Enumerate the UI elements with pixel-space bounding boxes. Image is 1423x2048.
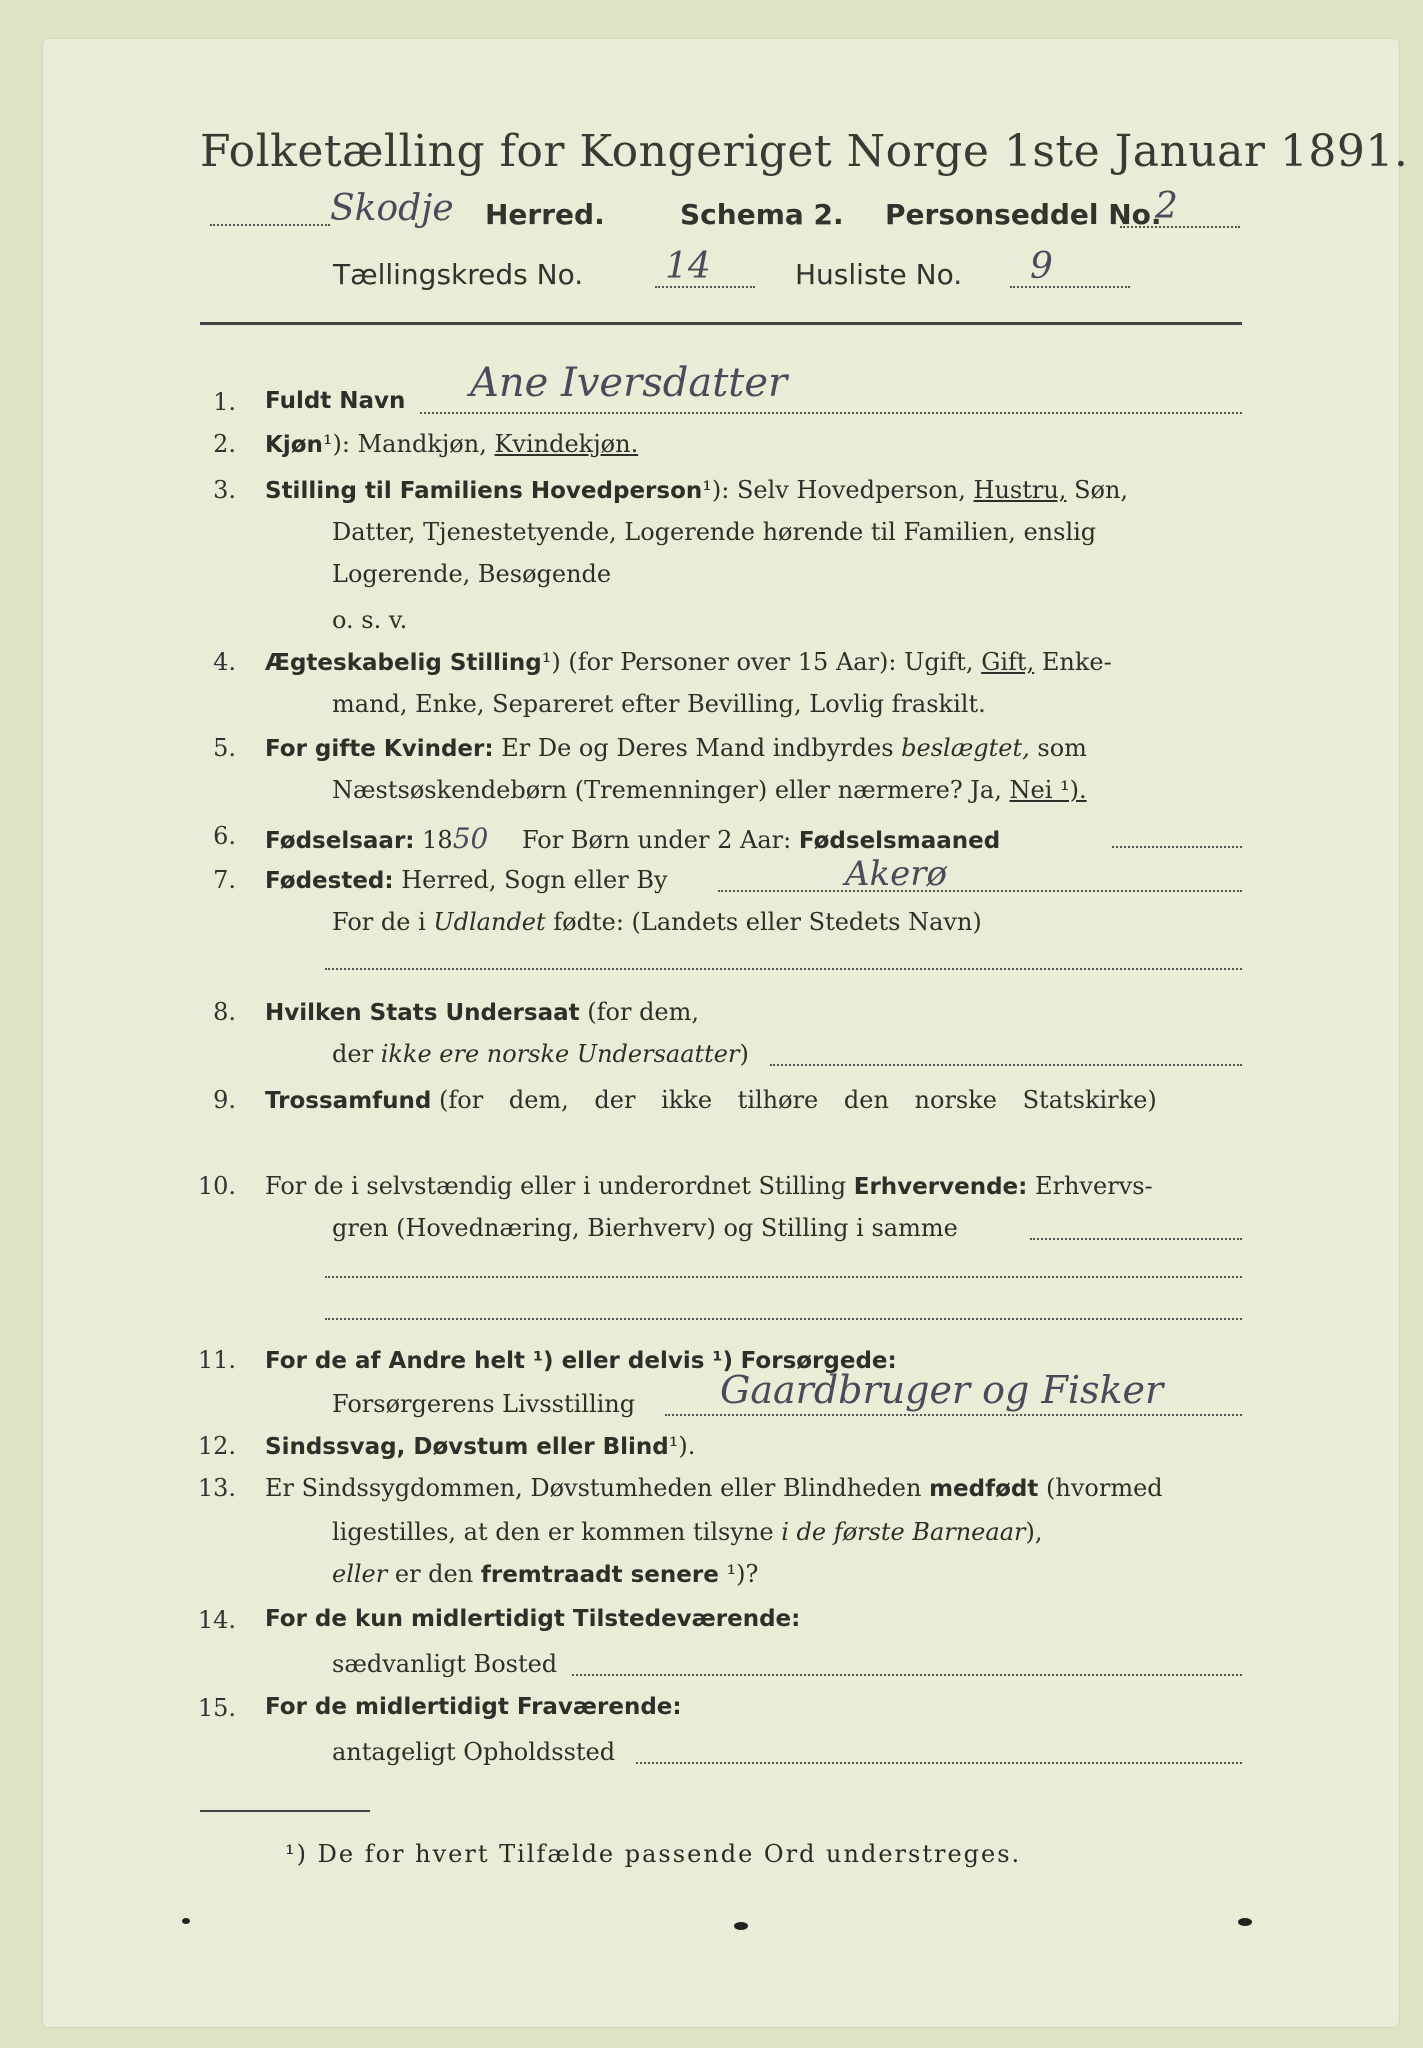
q5-line1 [265,734,1087,762]
q10-blank-line-1 [325,1276,1242,1278]
q4-underlined: Gift, [981,648,1035,676]
q3-line2: Datter, Tjenestetyende, Logerende hørende til Familien, enslig [332,518,1097,546]
personseddel-label: Personseddel No. [885,198,1162,231]
q10-line2: gren (Hovednæring, Bierhverv) og Stilling i samme [332,1214,958,1242]
q5-line1a: Er De og Deres Mand indbyrdes [501,734,894,762]
personseddel-value: 2 [1155,186,1178,227]
q3-line1a: Selv Hovedperson, [736,476,966,504]
q12-number: 12. [197,1432,236,1460]
q2-line [265,430,638,458]
q10-tail: Erhvervs- [1034,1172,1153,1200]
q10-number: 10. [197,1172,236,1200]
q5-italic: beslægtet, [901,734,1030,762]
kreds-dotted-line [655,286,755,288]
personseddel-dotted-line [1120,226,1240,228]
q13-line3c: ¹)? [726,1560,759,1588]
q13-line3a: er den [394,1560,474,1588]
q7-dotted-line [718,890,1242,892]
q7-line1 [265,866,668,894]
q7-text: Herred, Sogn eller By [401,866,668,894]
q13-line1a: Er Sindssygdommen, Døvstumheden eller Blindheden [265,1474,922,1502]
q3-line4: o. s. v. [332,606,408,634]
punch-mark-left [182,1918,190,1924]
q7-birthplace-value: Akerø [845,854,947,894]
q6-year-value: 50 [452,822,489,855]
schema-label: Schema 2. [680,198,844,231]
q9-number: 9. [213,1086,236,1114]
q4-sup: ¹) [541,648,561,676]
q13-line3-italic: eller [332,1560,388,1588]
q12-line [265,1432,695,1460]
husliste-value: 9 [1030,246,1053,287]
q6-dotted-line [1112,846,1242,848]
q1-number: 1. [213,388,236,416]
q7-number: 7. [213,866,236,894]
q2-underlined: Kvindekjøn. [494,430,639,458]
q4-line1b: Enke- [1041,648,1112,676]
q15-number: 15. [197,1694,236,1722]
q9-line [265,1086,1157,1114]
q15-label: For de midlertidigt Fraværende: [265,1694,682,1720]
q11-occupation-value: Gaardbruger og Fisker [720,1368,1164,1412]
q8-dotted-line [770,1064,1242,1066]
q3-label: Stilling til Familiens Hovedperson [265,478,703,504]
q3-line1 [265,476,1128,504]
q2-sup: ¹): [322,430,350,458]
q7-line2b: fødte: (Landets eller Stedets Navn) [553,908,982,936]
q10-dotted-line [1030,1238,1242,1240]
q5-number: 5. [213,734,236,762]
q11-label: Forsørgede: [740,1348,897,1374]
q13-line2a: ligestilles, at den er kommen tilsyne [332,1518,774,1546]
q7-italic: Udlandet [433,908,546,936]
q7-label: Fødested: [265,868,394,894]
q5-line1b: som [1037,734,1087,762]
kreds-label: Tællingskreds No. [333,258,584,291]
q9-label: Trossamfund [265,1088,432,1114]
q5-line2 [332,776,1087,804]
q1-name-value: Ane Iversdatter [470,360,788,406]
q8-line1 [265,998,699,1026]
q11-number: 11. [197,1346,236,1374]
q3-line1b: Søn, [1074,476,1129,504]
herred-value: Skodje [330,188,454,229]
punch-mark-center [734,1922,748,1930]
q9-text: (for dem, der ikke tilhøre den norske Statskirke) [439,1086,1157,1114]
q4-line2: mand, Enke, Separeret efter Bevilling, Lovlig fraskilt. [332,690,986,718]
q13-italic: i de første Barneaar [781,1518,1026,1546]
q15-line2: antageligt Opholdssted [332,1738,616,1766]
q2-number: 2. [213,430,236,458]
husliste-label: Husliste No. [795,258,963,291]
q13-bold: medfødt [929,1476,1039,1502]
herred-label: Herred. [485,198,605,231]
q4-number: 4. [213,648,236,676]
q3-sup: ¹): [702,476,730,504]
q11-text: For de af Andre helt ¹) eller delvis ¹) [265,1348,733,1374]
q12-label: Sindssvag, Døvstum eller Blind [265,1434,669,1460]
q15-dotted-line [636,1762,1242,1764]
q2-label: Kjøn [265,432,323,458]
q6-line [265,822,1000,855]
q8-text: (for dem, [587,998,700,1026]
q5-line2a: Næstsøskendebørn (Tremenninger) eller nærmere? Ja, [332,776,1002,804]
q5-underlined: Nei ¹). [1009,776,1087,804]
q6-text: For Børn under 2 Aar: [521,826,792,854]
q10-blank-line-2 [325,1318,1242,1320]
kreds-value: 14 [665,246,711,287]
q3-line3: Logerende, Besøgende [332,560,612,588]
q8-label: Hvilken Stats Undersaat [265,1000,580,1026]
q14-line2: sædvanligt Bosted [332,1650,558,1678]
husliste-dotted-line [1010,286,1130,288]
q14-label: For de kun midlertidigt Tilstedeværende: [265,1606,801,1632]
q6-number: 6. [213,822,236,850]
form-title: Folketælling for Kongeriget Norge 1ste Januar 1891. [200,126,1409,177]
q7-line2 [332,908,982,936]
q4-line1a: (for Personer over 15 Aar): Ugift, [568,648,974,676]
q13-line3-bold: fremtraadt senere [480,1562,719,1588]
q13-number: 13. [197,1474,236,1502]
footnote: ¹) De for hvert Tilfælde passende Ord understreges. [285,1840,1022,1868]
footnote-rule [200,1810,370,1812]
q13-line2b: ), [1025,1518,1043,1546]
q1-dotted-line [420,412,1242,414]
q8-number: 8. [213,998,236,1026]
q1-label: Fuldt Navn [265,388,406,414]
q13-line1 [265,1474,1163,1502]
q6-prefix: 18 [422,826,453,854]
q7-line2a: For de i [332,908,426,936]
q4-line1 [265,648,1112,676]
q8-line2a: der [332,1040,374,1068]
q10-line1 [265,1172,1153,1200]
q10-label: Erhvervende: [853,1174,1028,1200]
q4-label: Ægteskabelig Stilling [265,650,542,676]
q6-label: Fødselsaar: [265,828,415,854]
q13-line1c: (hvormed [1046,1474,1163,1502]
q6-label2: Fødselsmaaned [798,828,1001,854]
q14-number: 14. [197,1606,236,1634]
herred-dotted-line [210,224,330,226]
punch-mark-right [1238,1918,1252,1926]
q3-underlined: Hustru, [973,476,1067,504]
q5-label: For gifte Kvinder: [265,736,494,762]
q8-line2 [332,1040,749,1068]
q12-sup: ¹). [668,1432,696,1460]
q7-blank-line [325,968,1242,970]
q8-line2b: ) [739,1040,749,1068]
q8-italic: ikke ere norske Undersaatter [380,1040,740,1068]
census-form-page [42,38,1400,2028]
header-rule [200,322,1242,325]
q10-text: For de i selvstændig eller i underordnet Stilling [265,1172,847,1200]
q3-number: 3. [213,476,236,504]
q11-line2: Forsørgerens Livsstilling [332,1390,636,1418]
q2-text: Mandkjøn, [357,430,487,458]
q14-dotted-line [572,1674,1242,1676]
q13-line2 [332,1518,1042,1546]
q13-line3 [332,1560,758,1588]
q11-dotted-line [665,1414,1242,1416]
